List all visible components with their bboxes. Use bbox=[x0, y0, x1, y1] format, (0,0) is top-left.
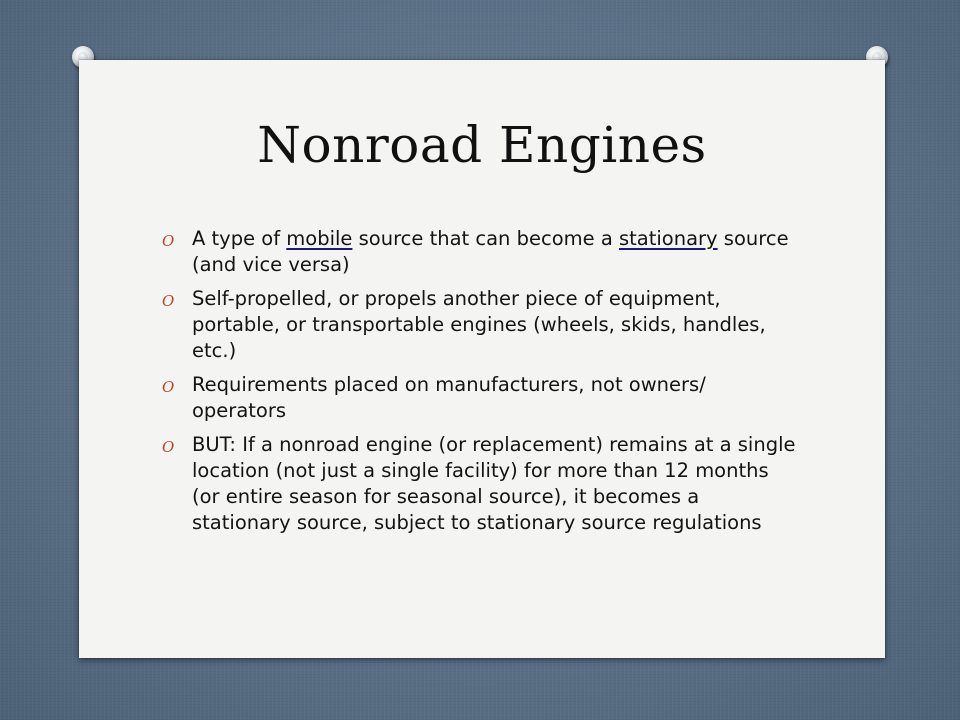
bullet-marker-icon: O bbox=[162, 232, 175, 250]
list-item bbox=[162, 432, 802, 536]
bullet-text-segment: source (and vice versa) bbox=[192, 227, 789, 276]
list-item bbox=[162, 372, 802, 424]
mobile-link[interactable]: mobile bbox=[286, 227, 353, 250]
list-item bbox=[162, 226, 802, 278]
bullet-marker-icon: O bbox=[162, 292, 175, 310]
bullet-text-segment: A type of bbox=[192, 227, 287, 250]
stationary-link[interactable]: stationary bbox=[618, 227, 718, 250]
page-title: Nonroad Engines bbox=[257, 116, 707, 174]
bullet-marker-icon: O bbox=[162, 378, 175, 396]
bullet-marker-icon: O bbox=[162, 438, 175, 456]
list-item bbox=[162, 286, 802, 364]
bullet-text: Requirements placed on manufacturers, not owners/ operators bbox=[192, 373, 706, 422]
bullet-text: BUT: If a nonroad engine (or replacement) remains at a single location (not just a single facility) for more than 12 months (or entire season for seasonal source), it becomes a stationary source, subject to stationary source regulations bbox=[192, 433, 796, 534]
bullet-text-segment: source that can become a bbox=[352, 227, 619, 250]
bullet-text: Self-propelled, or propels another piece of equipment, portable, or transportable engines (wheels, skids, handles, etc.) bbox=[192, 287, 766, 362]
bullet-text bbox=[192, 227, 789, 276]
bullet-list bbox=[162, 226, 802, 544]
